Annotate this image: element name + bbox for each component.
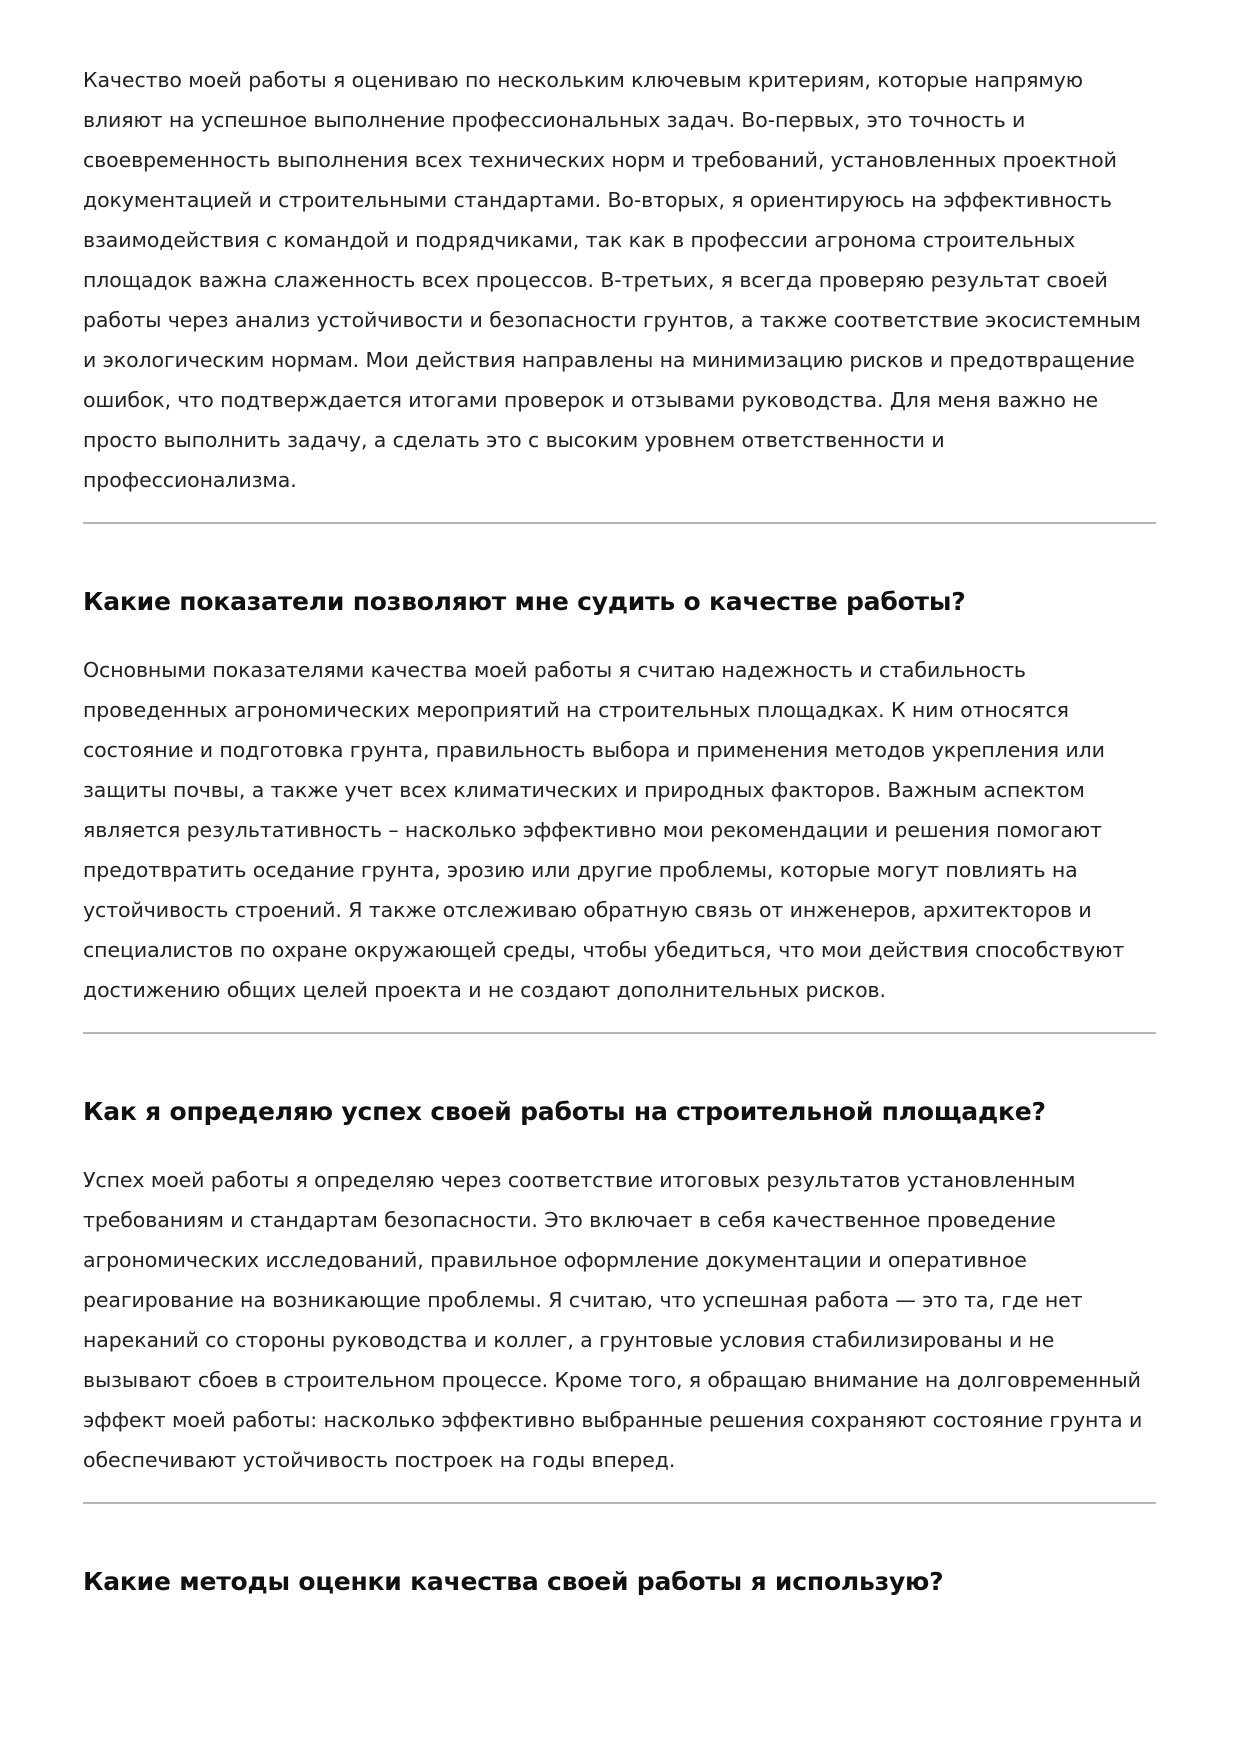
section-divider — [83, 1032, 1156, 1034]
quality-indicators-paragraph: Основными показателями качества моей работы я считаю надежность и стабильность проведенных агрономических мероприятий на строительных площадках. К ним относятся состояние и подготовка грунта, правильность выбора и применения методов укрепления или защиты почвы, а также учет всех климатических и природных факторов. Важным аспектом является результативность – насколько эффективно мои рекомендации и решения помогают предотвратить оседание грунта, эрозию или другие проблемы, которые могут повлиять на устойчивость строений. Я также отслеживаю обратную связь от инженеров, архитекторов и специалистов по охране окружающей среды, чтобы убедиться, что мои действия способствуют достижению общих целей проекта и не создают дополнительных рисков. — [83, 658, 1125, 1002]
section-heading-evaluation-methods: Какие методы оценки качества своей работы я использую? — [83, 1567, 944, 1596]
section-divider — [83, 1502, 1156, 1504]
section-heading-success-definition: Как я определяю успех своей работы на строительной площадке? — [83, 1097, 1046, 1126]
intro-paragraph: Качество моей работы я оцениваю по нескольким ключевым критериям, которые напрямую влияют на успешное выполнение профессиональных задач. Во-первых, это точность и своевременность выполнения всех технических норм и требований, установленных проектной документацией и строительными стандартами. Во-вторых, я ориентируюсь на эффективность взаимодействия с командой и подрядчиками, так как в профессии агронома строительных площадок важна слаженность всех процессов. В-третьих, я всегда проверяю результат своей работы через анализ устойчивости и безопасности грунтов, а также соответствие экосистемным и экологическим нормам. Мои действия направлены на минимизацию рисков и предотвращение ошибок, что подтверждается итогами проверок и отзывами руководства. Для меня важно не просто выполнить задачу, а сделать это с высоким уровнем ответственности и профессионализма. — [83, 68, 1141, 492]
success-definition-paragraph: Успех моей работы я определяю через соответствие итоговых результатов установленным требованиям и стандартам безопасности. Это включает в себя качественное проведение агрономических исследований, правильное оформление документации и оперативное реагирование на возникающие проблемы. Я считаю, что успешная работа — это та, где нет нареканий со стороны руководства и коллег, а грунтовые условия стабилизированы и не вызывают сбоев в строительном процессе. Кроме того, я обращаю внимание на долговременный эффект моей работы: насколько эффективно выбранные решения сохраняют состояние грунта и обеспечивают устойчивость построек на годы вперед. — [83, 1168, 1143, 1472]
section-divider — [83, 522, 1156, 524]
section-heading-quality-indicators: Какие показатели позволяют мне судить о качестве работы? — [83, 587, 966, 616]
